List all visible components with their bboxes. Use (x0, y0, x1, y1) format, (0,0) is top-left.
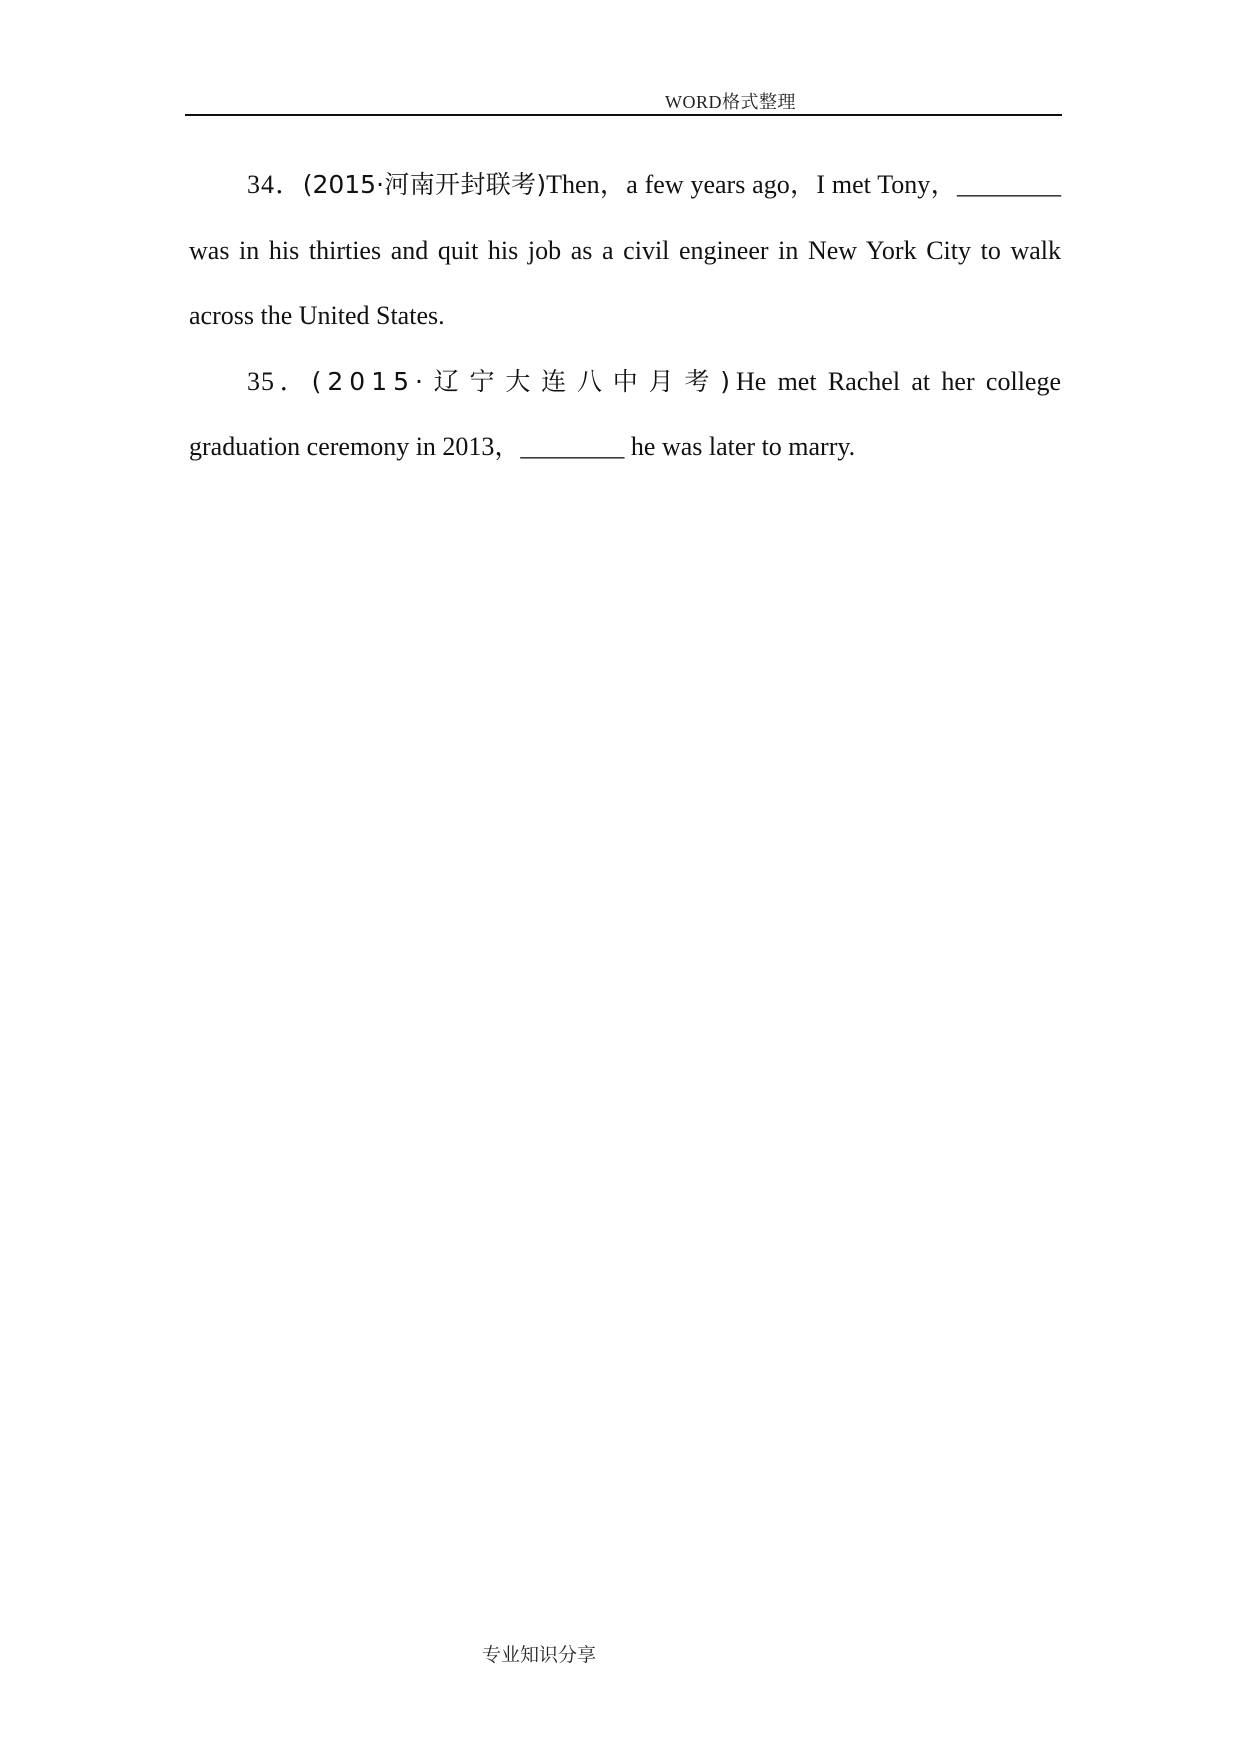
questions-list (189, 152, 1061, 480)
question-number: 34． (247, 170, 303, 199)
footer-label: 专业知识分享 (482, 1645, 597, 1666)
question-text: Then，a few years ago，I met Tony，________ was in his thirties and quit his job as a civil engineer in New York City to walk across the United States. (189, 170, 1061, 330)
question-35 (189, 349, 1061, 480)
question-text: He met Rachel at her college graduation ceremony in 2013，________ he was later to marry. (189, 366, 1061, 461)
header-divider (185, 114, 1062, 116)
question-source: (2015·河南开封联考) (302, 170, 547, 199)
question-source: (2015·辽宁大连八中月考) (311, 366, 736, 396)
question-34 (189, 152, 1061, 349)
header-label: WORD格式整理 (665, 92, 796, 112)
question-number: 35． (247, 366, 312, 396)
